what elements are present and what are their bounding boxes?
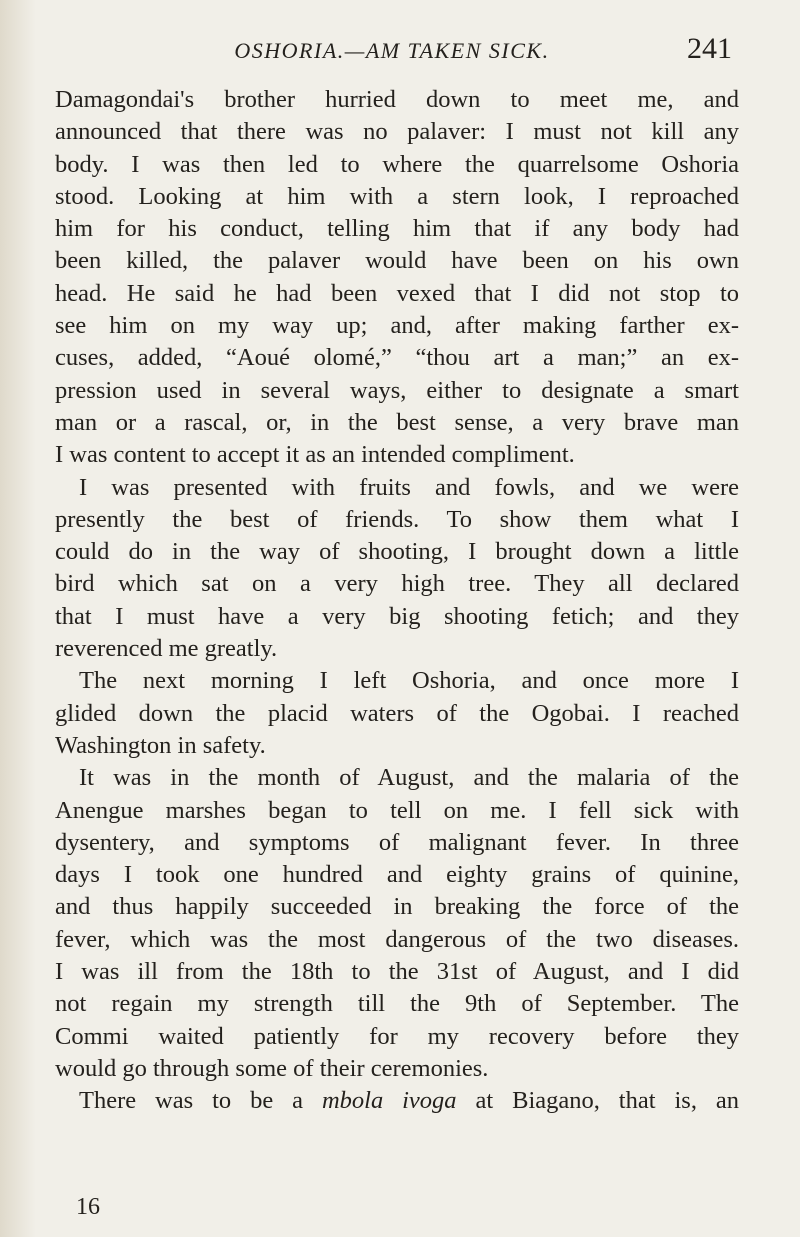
text-line: fever, which was the most dangerous of the two diseases.: [55, 925, 739, 953]
page-number: 241: [687, 32, 732, 65]
text-line: I was content to accept it as an intended compliment.: [55, 441, 575, 469]
text-line: Anengue marshes began to tell on me. I fell sick with: [55, 796, 739, 824]
text-line: cuses, added, “Aoué olomé,” “thou art a man;” an ex-: [55, 344, 739, 372]
text-line: body. I was then led to where the quarrelsome Oshoria: [55, 150, 739, 178]
italic-term: mbola ivoga: [321, 1087, 457, 1115]
text-line: him for his conduct, telling him that if any body had: [55, 215, 739, 243]
text-line: reverenced me greatly.: [55, 635, 278, 663]
text-line: head. He said he had been vexed that I did not stop to: [55, 279, 739, 307]
text-line: stood. Looking at him with a stern look, I reproached: [55, 182, 739, 210]
text-line: not regain my strength till the 9th of September. The: [55, 990, 739, 1018]
text-line: Damagondai's brother hurried down to meet me, and: [55, 86, 739, 113]
text-line: that I must have a very big shooting fetich; and they: [55, 602, 739, 630]
text-line: There was to be a mbola ivoga at Biagano, that is, an: [79, 1087, 739, 1115]
text-line: The next morning I left Oshoria, and once more I: [79, 667, 739, 695]
text-line: I was ill from the 18th to the 31st of August, and I did: [55, 958, 739, 986]
text-line: days I took one hundred and eighty grains of quinine,: [55, 861, 739, 889]
text-line: could do in the way of shooting, I brought down a little: [55, 538, 739, 566]
text-line: It was in the month of August, and the malaria of the: [79, 764, 739, 792]
signature-mark: 16: [76, 1194, 100, 1220]
text-line: I was presented with fruits and fowls, and we were: [79, 473, 739, 501]
text-line: see him on my way up; and, after making farther ex-: [55, 312, 739, 340]
text-line: Washington in safety.: [55, 731, 266, 759]
running-title: OSHORIA.—AM TAKEN SICK.: [234, 38, 550, 63]
text-line: been killed, the palaver would have been on his own: [55, 247, 739, 275]
text-line: dysentery, and symptoms of malignant fever. In three: [55, 828, 739, 856]
text-line: glided down the placid waters of the Ogobai. I reached: [55, 699, 739, 727]
text-line: presently the best of friends. To show them what I: [55, 505, 739, 533]
binding-shadow: [0, 0, 36, 1237]
text-line: man or a rascal, or, in the best sense, a very brave man: [55, 408, 739, 436]
text-line: and thus happily succeeded in breaking the force of the: [55, 893, 739, 921]
text-line: pression used in several ways, either to designate a smart: [55, 376, 739, 404]
text-line: bird which sat on a very high tree. They all declared: [55, 570, 739, 598]
body-text: [55, 84, 739, 1118]
text-line: announced that there was no palaver: I must not kill any: [55, 118, 739, 146]
running-head: [52, 30, 732, 70]
text-line: Commi waited patiently for my recovery before they: [55, 1022, 739, 1050]
text-line: would go through some of their ceremonies.: [55, 1054, 489, 1082]
